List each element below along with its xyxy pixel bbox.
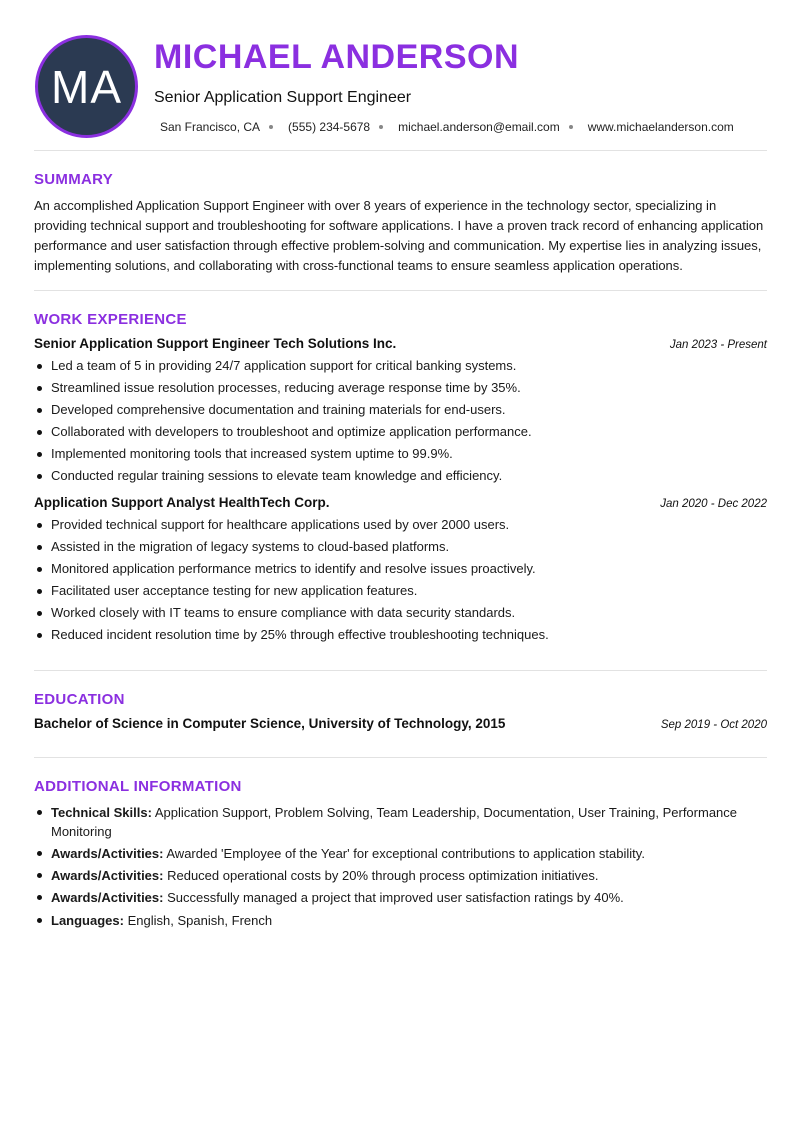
list-item: Worked closely with IT teams to ensure compliance with data security standards. <box>34 602 767 624</box>
separator-dot-icon <box>269 125 273 129</box>
job-entry <box>34 495 767 646</box>
contact-bar <box>160 120 734 134</box>
job-bullets <box>34 355 767 487</box>
list-item: Streamlined issue resolution processes, reducing average response time by 35%. <box>34 377 767 399</box>
list-item: Developed comprehensive documentation and training materials for end-users. <box>34 399 767 421</box>
info-text: Successfully managed a project that improved user satisfaction ratings by 40%. <box>167 890 624 905</box>
section-divider <box>34 757 767 758</box>
candidate-role: Senior Application Support Engineer <box>154 89 412 106</box>
list-item: Assisted in the migration of legacy systems to cloud-based platforms. <box>34 536 767 558</box>
info-label: Awards/Activities: <box>51 868 164 883</box>
section-divider <box>34 150 767 151</box>
resume-header <box>34 0 767 150</box>
list-item: Reduced incident resolution time by 25% through effective troubleshooting techniques. <box>34 624 767 646</box>
info-label: Awards/Activities: <box>51 846 164 861</box>
list-item <box>34 888 767 907</box>
list-item <box>34 803 767 841</box>
summary-text: An accomplished Application Support Engineer with over 8 years of experience in the technology sector, specializing in providing technical support and troubleshooting for software applications. I have a proven track record of enhancing application performance and user satisfaction through effective problem-solving and communication. My expertise lies in analyzing issues, implementing solutions, and collaborating with cross-functional teams to ensure seamless application operations. <box>34 198 764 273</box>
info-text: Application Support, Problem Solving, Team Leadership, Documentation, User Training, Performance Monitoring <box>51 805 738 839</box>
info-text: Reduced operational costs by 20% through process optimization initiatives. <box>167 868 599 883</box>
contact-phone: (555) 234-5678 <box>288 120 398 134</box>
info-label: Languages: <box>51 913 124 928</box>
additional-info-heading: ADDITIONAL INFORMATION <box>34 778 242 795</box>
list-item <box>34 911 767 930</box>
job-bullets <box>34 514 767 646</box>
summary-section <box>34 171 767 276</box>
job-date: Jan 2023 - Present <box>669 339 767 351</box>
job-header <box>34 495 767 510</box>
education-heading: EDUCATION <box>34 691 125 708</box>
education-date: Sep 2019 - Oct 2020 <box>660 719 767 731</box>
job-header <box>34 336 767 351</box>
education-degree: Bachelor of Science in Computer Science, University of Technology, 2015 <box>34 716 506 731</box>
job-title: Application Support Analyst HealthTech Corp. <box>34 495 330 510</box>
work-experience-heading: WORK EXPERIENCE <box>34 311 187 328</box>
additional-info-list <box>34 803 767 930</box>
additional-info-section <box>34 778 767 930</box>
job-date: Jan 2020 - Dec 2022 <box>660 498 767 510</box>
avatar-initials: MA <box>51 60 122 113</box>
list-item <box>34 866 767 885</box>
contact-website[interactable]: www.michaelanderson.com <box>587 120 734 134</box>
list-item: Facilitated user acceptance testing for new application features. <box>34 580 767 602</box>
candidate-name: MICHAEL ANDERSON <box>154 38 520 76</box>
job-entry <box>34 336 767 487</box>
summary-heading: SUMMARY <box>34 171 114 188</box>
list-item: Implemented monitoring tools that increased system uptime to 99.9%. <box>34 443 767 465</box>
list-item: Conducted regular training sessions to elevate team knowledge and efficiency. <box>34 465 767 487</box>
contact-email[interactable]: michael.anderson@email.com <box>398 120 588 134</box>
list-item <box>34 844 767 863</box>
section-divider <box>34 670 767 671</box>
list-item: Provided technical support for healthcare applications used by over 2000 users. <box>34 514 767 536</box>
list-item: Monitored application performance metrics to identify and resolve issues proactively. <box>34 558 767 580</box>
info-label: Awards/Activities: <box>51 890 164 905</box>
section-divider <box>34 290 767 291</box>
info-label: Technical Skills: <box>51 805 152 820</box>
avatar <box>35 35 138 138</box>
list-item: Collaborated with developers to troubleshoot and optimize application performance. <box>34 421 767 443</box>
separator-dot-icon <box>379 125 383 129</box>
separator-dot-icon <box>569 125 573 129</box>
info-text: English, Spanish, French <box>127 913 273 928</box>
contact-location: San Francisco, CA <box>160 120 288 134</box>
education-section <box>34 691 767 731</box>
education-entry <box>34 716 767 731</box>
list-item: Led a team of 5 in providing 24/7 application support for critical banking systems. <box>34 355 767 377</box>
job-title: Senior Application Support Engineer Tech Solutions Inc. <box>34 336 397 351</box>
info-text: Awarded 'Employee of the Year' for exceptional contributions to application stability. <box>166 846 645 861</box>
work-experience-section <box>34 311 767 646</box>
